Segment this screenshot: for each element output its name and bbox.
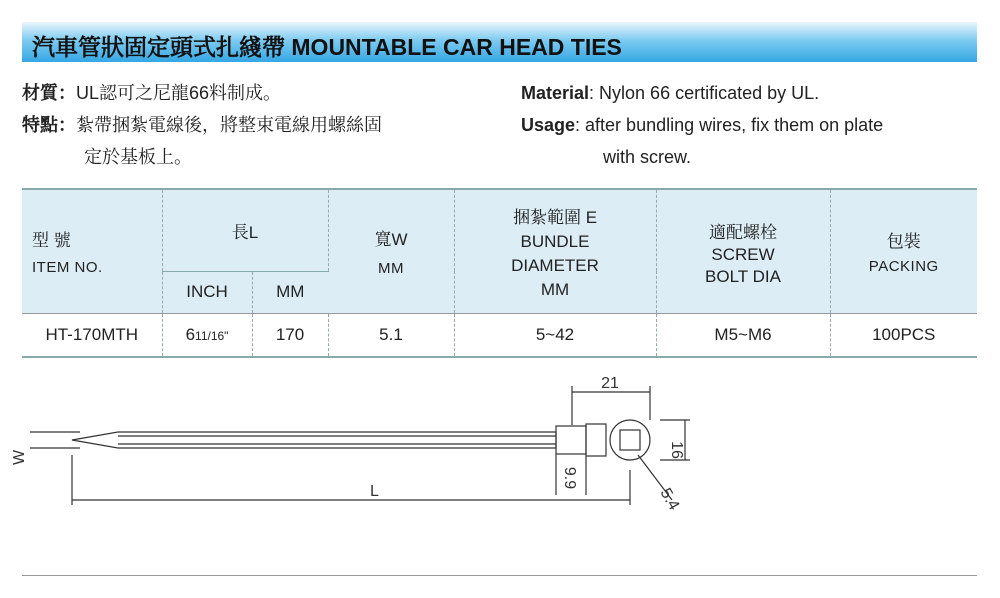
material-label-cn: 材質：: [22, 83, 76, 103]
dim-21: 21: [601, 375, 619, 392]
cell-screw: M5~M6: [656, 313, 830, 357]
cell-inch: 611/16": [162, 313, 252, 357]
spec-table: [22, 188, 977, 358]
header-bundle: 捆紮範圍 E BUNDLE DIAMETER MM: [454, 189, 656, 313]
bottom-divider: [22, 575, 977, 576]
material-label-en: Material: [521, 83, 590, 103]
cell-width: 5.1: [328, 313, 454, 357]
usage-label-en: Usage: [521, 115, 576, 135]
dim-9-9: 9.9: [561, 466, 578, 490]
header-length: 長L: [162, 189, 328, 271]
dim-16: 16: [668, 441, 685, 459]
page-title: 汽車管狀固定頭式扎綫帶 MOUNTABLE CAR HEAD TIES: [32, 34, 622, 60]
usage-label-cn: 特點：: [22, 115, 76, 135]
usage-text-cn-1: 紮帶捆紮電線後，將整束電線用螺絲固: [76, 115, 382, 135]
english-description: [521, 77, 883, 173]
usage-text-cn-2: 定於基板上。: [84, 147, 192, 167]
material-text-cn: UL認可之尼龍66料制成。: [76, 83, 282, 103]
cell-packing: 100PCS: [830, 313, 977, 357]
chinese-description: [22, 77, 382, 173]
dim-L: L: [370, 483, 379, 500]
usage-text-en-2: with screw.: [603, 147, 692, 167]
header-packing: 包裝 PACKING: [830, 189, 977, 313]
cell-bundle: 5~42: [454, 313, 656, 357]
table-row: [22, 313, 977, 357]
dim-W: W: [11, 449, 28, 465]
header-inch: INCH: [162, 271, 252, 313]
header-mm: MM: [252, 271, 328, 313]
material-text-en: : Nylon 66 certificated by UL.: [589, 83, 820, 103]
cell-item: HT-170MTH: [22, 313, 162, 357]
title-bar: [22, 22, 977, 62]
header-item: 型 號 ITEM NO.: [22, 189, 162, 313]
cell-mm: 170: [252, 313, 328, 357]
usage-text-en-1: : after bundling wires, fix them on plate: [575, 115, 884, 135]
dim-5-4: 5.4: [656, 485, 683, 514]
header-width: 寬W MM: [328, 189, 454, 313]
header-screw: 適配螺栓 SCREW BOLT DIA: [656, 189, 830, 313]
